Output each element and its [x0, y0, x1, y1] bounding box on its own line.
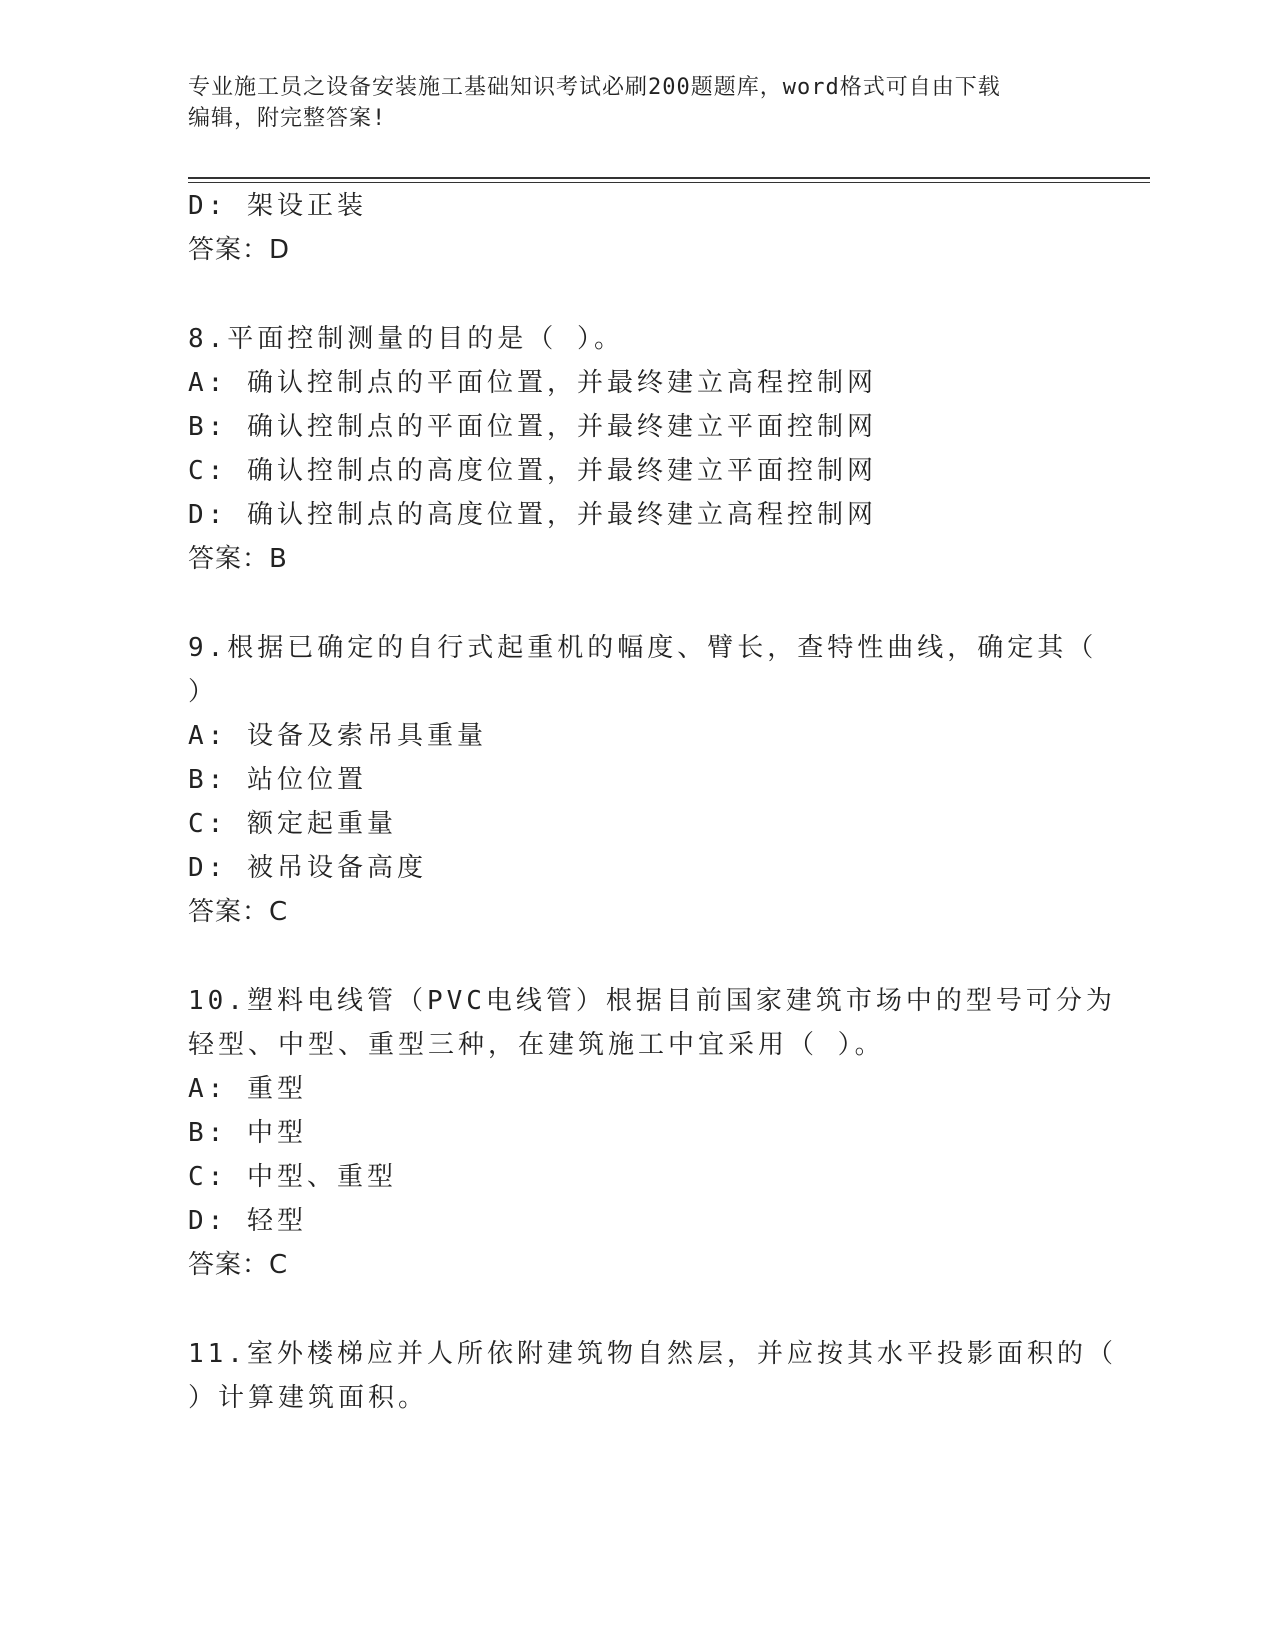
q10-option-d: D: 轻型	[188, 1206, 307, 1236]
q9-option-a: A: 设备及索吊具重量	[188, 721, 487, 751]
q9-stem-line-1: 9.根据已确定的自行式起重机的幅度、臂长，查特性曲线，确定其（	[188, 633, 1098, 663]
q10-stem-line-1: 10.塑料电线管（PVC电线管）根据目前国家建筑市场中的型号可分为	[188, 986, 1116, 1016]
q7-answer: 答案：D	[188, 235, 291, 265]
q7-option-d: D: 架设正装	[188, 191, 367, 221]
page-header	[188, 72, 1068, 134]
q8-option-d: D: 确认控制点的高度位置，并最终建立高程控制网	[188, 500, 877, 530]
q10-option-b: B: 中型	[188, 1118, 307, 1148]
q11-stem-line-2: ）计算建筑面积。	[188, 1383, 429, 1413]
q8-option-c: C: 确认控制点的高度位置，并最终建立平面控制网	[188, 456, 877, 486]
q8-option-b: B: 确认控制点的平面位置，并最终建立平面控制网	[188, 412, 877, 442]
q9-option-c: C: 额定起重量	[188, 809, 397, 839]
q10-stem-line-2: 轻型、中型、重型三种，在建筑施工中宜采用（ ）。	[188, 1030, 885, 1060]
header-line-1: 专业施工员之设备安装施工基础知识考试必刷200题题库，word格式可自由下载	[188, 75, 1001, 100]
q9-option-b: B: 站位位置	[188, 765, 367, 795]
q9-answer: 答案：C	[188, 897, 289, 927]
header-line-2: 编辑，附完整答案!	[188, 106, 387, 131]
q9-stem-line-2: ）	[188, 677, 219, 707]
q10-answer: 答案：C	[188, 1250, 289, 1280]
q8-answer: 答案：B	[188, 544, 288, 574]
q8-stem: 8.平面控制测量的目的是（ ）。	[188, 324, 624, 354]
q11-stem-line-1: 11.室外楼梯应并人所依附建筑物自然层，并应按其水平投影面积的（	[188, 1339, 1117, 1369]
header-divider	[188, 177, 1150, 183]
q10-option-a: A: 重型	[188, 1074, 307, 1104]
q10-option-c: C: 中型、重型	[188, 1162, 397, 1192]
q9-option-d: D: 被吊设备高度	[188, 853, 427, 883]
q8-option-a: A: 确认控制点的平面位置，并最终建立高程控制网	[188, 368, 877, 398]
